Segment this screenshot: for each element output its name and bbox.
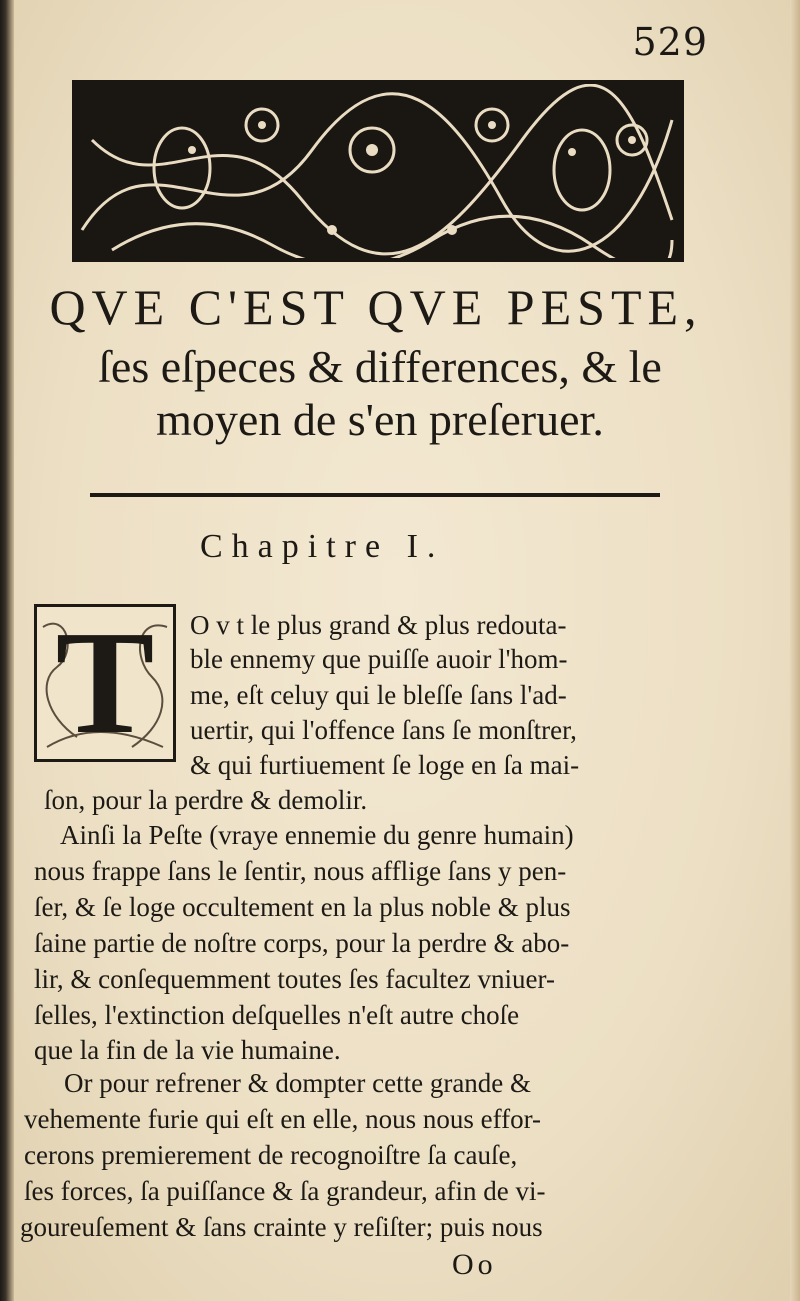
text-line: ſelles, l'extinction deſquelles n'eſt autre choſe <box>34 1000 520 1030</box>
text-line: goureuſement & ſans crainte y reſiſter; puis nous <box>20 1212 543 1242</box>
text-line: ſaine partie de noſtre corps, pour la perdre & abo- <box>34 928 570 958</box>
chapter-title-line-1: QVE C'EST QVE PESTE, <box>49 279 703 335</box>
woodcut-headpiece <box>72 80 684 262</box>
text-line: ſes forces, ſa puiſſance & ſa grandeur, afin de vi- <box>24 1176 546 1206</box>
text-line: ble ennemy que puiſſe auoir l'hom- <box>190 644 568 674</box>
text-line: & qui furtiuement ſe loge en ſa mai- <box>190 750 580 780</box>
text-line: me, eſt celuy qui le bleſſe ſans l'ad- <box>190 680 567 710</box>
text-line: Ainſi la Peſte (vraye ennemie du genre humain) <box>60 820 574 850</box>
chapter-title-line-3: moyen de s'en preſeruer. <box>156 394 604 445</box>
book-spine-shadow <box>0 0 14 1301</box>
page-number: 529 <box>632 20 708 64</box>
horizontal-rule <box>90 493 660 497</box>
text-line: cerons premierement de recognoiſtre ſa cauſe, <box>24 1140 518 1170</box>
text-line: nous frappe ſans le ſentir, nous afflige ſans y pen- <box>34 856 567 886</box>
chapter-heading: Chapitre I. <box>200 528 445 565</box>
catchword-signature: Oo <box>452 1248 497 1281</box>
text-line: O v t le plus grand & plus redouta- <box>190 610 567 640</box>
text-line: uertir, qui l'offence ſans ſe monſtrer, <box>190 715 577 745</box>
ornamental-drop-cap <box>34 601 176 765</box>
text-line: ſer, & ſe loge occultement en la plus noble & plus <box>34 892 571 922</box>
page-edge <box>790 0 800 1301</box>
text-line: lir, & conſequemment toutes ſes facultez vniuer- <box>34 964 555 994</box>
text-line: que la fin de la vie humaine. <box>34 1035 341 1065</box>
drop-cap-letter: T <box>55 601 155 765</box>
text-line: Or pour refrener & dompter cette grande & <box>64 1068 532 1098</box>
text-line: ſon, pour la perdre & demolir. <box>44 785 368 815</box>
text-line: vehemente furie qui eſt en elle, nous nous effor- <box>24 1104 542 1134</box>
chapter-title-line-2: ſes eſpeces & differences, & le <box>98 341 662 392</box>
